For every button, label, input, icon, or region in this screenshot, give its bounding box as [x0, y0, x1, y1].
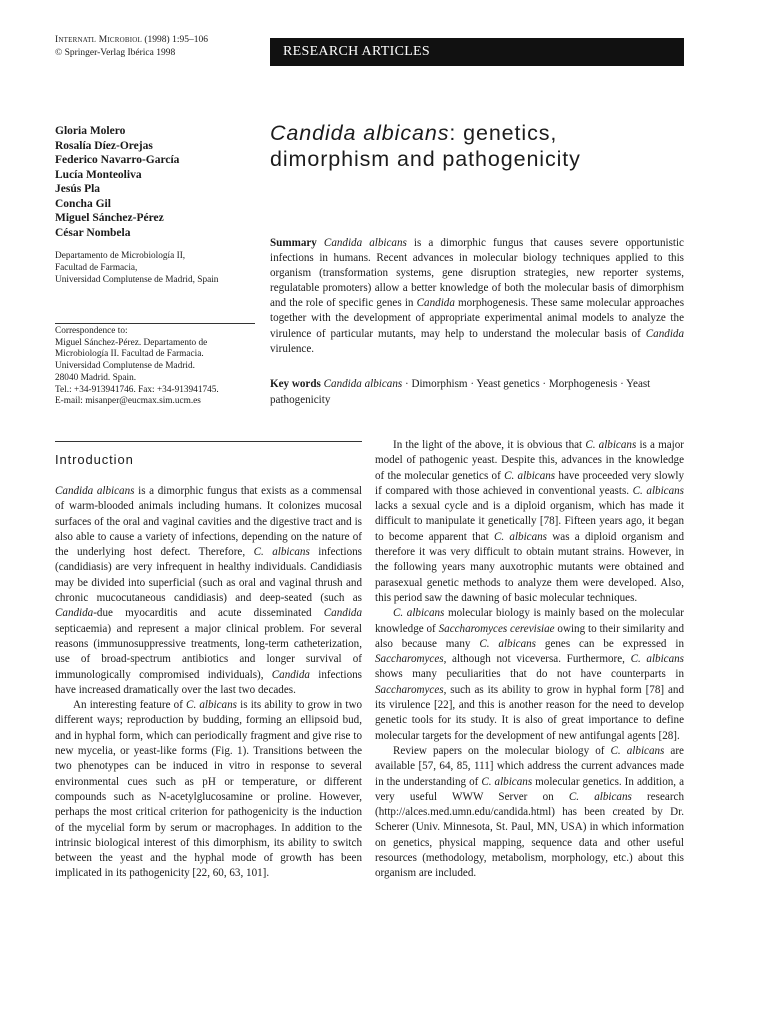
- left-column: [55, 484, 362, 882]
- text: shows many peculiarities that do not have counterparts in: [375, 668, 684, 681]
- paragraph: [55, 698, 362, 882]
- author-name: Gloria Molero: [55, 125, 126, 137]
- author-list: [55, 124, 179, 240]
- text: genes can be expressed in: [536, 637, 684, 650]
- italic-term: C. albicans: [481, 775, 533, 788]
- italic-term: C. albicans: [186, 699, 237, 712]
- italic-term: C. albicans: [632, 484, 684, 497]
- italic-term: Candida: [323, 607, 362, 620]
- italic-term: C. albicans: [630, 653, 684, 666]
- text: An interesting feature of: [73, 699, 187, 712]
- paragraph: [375, 438, 684, 606]
- text: are available [57, 64, 85, 111] which address the current advances made in the understanding of: [375, 744, 684, 788]
- italic-term: C. albicans: [393, 607, 445, 620]
- keywords-label: Key words: [270, 378, 321, 390]
- summary-text: morphogenesis. These same molecular approaches together with the development of appropriate experimental animal models to analyze the virulence of particular mutants, may help to understand the molecular basis of: [270, 297, 685, 340]
- text: infections (candidiasis) are very infrequent in healthy individuals. Candidiasis may be divided into superficial (such as oral and vaginal thrush and chronic mucocutaneous candidiasis) and deep-seated (such as: [55, 546, 362, 605]
- text: infections have increased dramatically over the last two decades.: [55, 668, 362, 696]
- correspondence-line: 28040 Madrid. Spain.: [55, 372, 137, 383]
- correspondence-line: Microbiología II. Facultad de Farmacia.: [55, 349, 204, 360]
- italic-term: C. albicans: [504, 469, 556, 482]
- text: , such as its ability to grow in hyphal form [78] and its virulence [22], and this is another reason for the need to develop genetic tools for its study. It is also of great importance to define molecular targets for the development of new antifungal agents [28].: [375, 683, 684, 742]
- affiliation-line: Universidad Complutense de Madrid, Spain: [55, 275, 219, 285]
- author-name: Federico Navarro-García: [55, 154, 180, 166]
- text: molecular biology is mainly based on the molecular knowledge of: [375, 607, 684, 635]
- author-name: Lucía Monteoliva: [55, 168, 142, 181]
- summary-text: is a dimorphic fungus that causes severe opportunistic infections in humans. Recent advances in molecular biology techniques applied to this organism (transformation systems, gene disruption strategies, new reporter systems, regulatable promoters) allow a better knowledge of both the molecular basis of dimorphism and the role of specific genes in: [270, 237, 684, 310]
- text: molecular genetics. In addition, a very useful WWW Server on: [375, 775, 685, 803]
- text: is its ability to grow in two different ways; reproduction by budding, forming an ellipsoid bud, and in hyphal form, which can periodically fragment and give rise to new mycelia, or yeast-like forms (Fig. 1). Transitions between the two phenotypes can be induced in vitro in response to several environmental cues such as pH or temperature, or different compounds such as N-acetylglucosamine or proline. However, perhaps the most critical criterion for pathogenicity is the induction of the mycelial form by serum or macrophages. In addition to the intrinsic biological interest of this dimorphism, its ability to switch between the yeast and the hyphal mode of growth has been implicated in its pathogenicity [22, 60, 63, 101].: [55, 699, 363, 880]
- title-rest: : genetics,: [449, 121, 558, 145]
- keywords-italic: Candida albicans: [323, 378, 403, 390]
- italic-term: Saccharomyces cerevisiae: [438, 622, 555, 635]
- text: -due myocarditis and acute disseminated: [93, 607, 324, 620]
- italic-term: C. albicans: [610, 744, 665, 757]
- correspondence-line: Correspondence to:: [55, 326, 128, 336]
- paragraph: [375, 744, 684, 882]
- section-banner: RESEARCH ARTICLES: [270, 38, 684, 66]
- correspondence-block: [55, 326, 219, 408]
- text: , although not viceversa. Furthermore,: [443, 653, 631, 666]
- affiliation-line: Facultad de Farmacia,: [55, 263, 138, 273]
- italic-term: Candida: [271, 668, 310, 681]
- italic-term: C. albicans: [493, 530, 547, 543]
- author-name: César Nombela: [55, 226, 131, 239]
- publisher-line: © Springer-Verlag Ibérica 1998: [55, 48, 176, 58]
- journal-citation: [55, 34, 208, 60]
- text: is a dimorphic fungus that exists as a commensal of warm-blooded animals including humans. It colonizes mucosal surfaces of the oral and vaginal cavities and the digestive tract and is also able to cause a variety of infections, depending on the nature of the underlying host defect. Therefore,: [55, 485, 362, 559]
- text: research (http://alces.med.umn.edu/candida.html) has been created by Dr. Scherer (Univ. Minnesota, St. Paul, MN, USA) in which information on genetics, physical mapping, sequence data and other useful resources (methodology, metabolism, morphology, etc.) about this organism are included.: [375, 790, 684, 880]
- text: have proceeded very slowly if compared with those achieved in conventional yeasts.: [375, 469, 685, 497]
- summary-italic: Candida albicans: [323, 237, 407, 249]
- text: In the light of the above, it is obvious that: [393, 439, 586, 451]
- italic-term: C. albicans: [253, 546, 310, 559]
- title-line-2: dimorphism and pathogenicity: [270, 147, 581, 171]
- divider: [55, 441, 362, 442]
- italic-term: Saccharomyces: [375, 683, 444, 696]
- summary: [270, 236, 684, 357]
- text: septicaemia) and represent a major clinical problem. For several reasons (immunosuppressive treatments, long-term catheterization, use of broad-spectrum antibiotics and longer survival of immunologically compromised individuals),: [55, 622, 362, 681]
- journal-volume: (1998) 1:95–106: [142, 35, 208, 45]
- text: owing to their similarity and also because many: [375, 622, 684, 650]
- title-organism: Candida albicans: [270, 121, 450, 145]
- italic-term: C. albicans: [585, 439, 637, 451]
- affiliation: [55, 250, 218, 286]
- italic-term: Saccharomyces: [375, 653, 444, 666]
- correspondence-line: Universidad Complutense de Madrid.: [55, 361, 195, 372]
- italic-term: Candida albicans: [55, 485, 135, 497]
- paragraph: [55, 484, 362, 698]
- italic-term: Candida: [55, 607, 94, 620]
- summary-italic: Candida: [645, 327, 684, 340]
- keywords: [270, 377, 684, 408]
- affiliation-line: Departamento de Microbiología II,: [55, 251, 186, 261]
- author-name: Miguel Sánchez-Pérez: [55, 212, 164, 224]
- text: is a major model of pathogenic yeast. Despite this, advances in the knowledge of the molecular genetics of: [375, 439, 684, 482]
- correspondence-line: Miguel Sánchez-Pérez. Departamento de: [55, 337, 208, 348]
- text: was a diploid organism and therefore it was very difficult to obtain mutant strains. However, in the following years many auxotrophic mutants were obtained and parasexual genetic methods to analyze them were developed. Also, this period saw the dawning of basic molecular techniques.: [375, 530, 684, 604]
- italic-term: C. albicans: [568, 790, 632, 803]
- correspondence-line: Tel.: +34-913941746. Fax: +34-913941745.: [55, 384, 219, 395]
- summary-label: Summary: [270, 237, 317, 249]
- summary-text: virulence.: [270, 342, 315, 355]
- author-name: Rosalía Díez-Orejas: [55, 139, 153, 152]
- author-name: Jesús Pla: [55, 183, 101, 195]
- journal-name: Internatl Microbiol: [55, 35, 143, 45]
- right-column: [375, 438, 684, 882]
- section-heading: Introduction: [55, 452, 134, 467]
- correspondence-email: E-mail: misanper@eucmax.sim.ucm.es: [55, 396, 201, 407]
- author-name: Concha Gil: [55, 197, 111, 210]
- paragraph: [375, 606, 684, 744]
- text: lacks a sexual cycle and is a diploid organism, which has made it difficult to manipulate it genetically [78]. Fifteen years ago, it began to become apparent that: [375, 500, 684, 543]
- text: Review papers on the molecular biology of: [393, 744, 611, 757]
- keywords-text: · Dimorphism · Yeast genetics · Morphogenesis · Yeast pathogenicity: [270, 378, 651, 406]
- divider: [55, 323, 255, 324]
- summary-italic: Candida: [416, 297, 455, 310]
- article-title: [270, 120, 690, 172]
- italic-term: C. albicans: [479, 637, 536, 650]
